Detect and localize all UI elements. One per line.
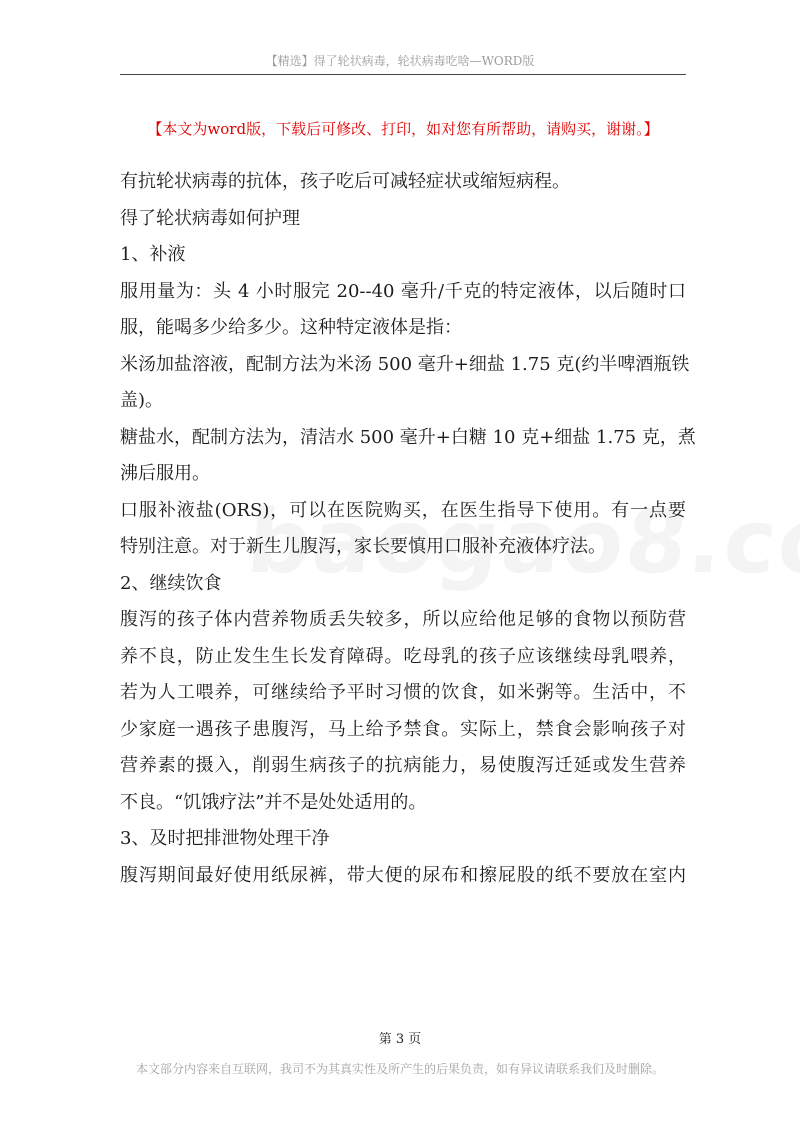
paragraph: 腹泻期间最好使用纸尿裤，带大便的尿布和擦屁股的纸不要放在室内 (120, 864, 686, 886)
paragraph: 服用量为：头 4 小时服完 20--40 毫升/千克的特定液体，以后随时口 服，能喝多少给多少。这种特定液体是指： (120, 280, 686, 338)
section-heading: 得了轮状病毒如何护理 (120, 207, 300, 229)
page-number: 第 3 页 (378, 1032, 422, 1047)
paragraph: 有抗轮状病毒的抗体，孩子吃后可减轻症状或缩短病程。 (120, 171, 570, 192)
disclaimer-footer: 本文部分内容来自互联网，我司不为其真实性及所产生的后果负责，如有异议请联系我们及时删除。 (135, 1062, 664, 1076)
list-heading-3: 3、及时把排泄物处理干净 (120, 828, 330, 849)
purchase-notice: 【本文为word版，下载后可修改、打印，如对您有所帮助，请购买，谢谢。】 (147, 120, 659, 138)
list-heading-2: 2、继续饮食 (120, 572, 222, 594)
paragraph: 腹泻的孩子体内营养物质丢失较多，所以应给他足够的食物以预防营 养不良，防止发生生长发育障碍。吃母乳的孩子应该继续母乳喂养， 若为人工喂养，可继续给予平时习惯的饮食，如米粥等。生活中，不 少家庭一遇孩子患腹泻，马上给予禁食。实际上，禁食会影响孩子对 营养素的摄入，削弱生病孩子的抗病能力，易使腹泻迁延或发生营养 不良。“饥饿疗法”并不是处处适用的。 (120, 609, 686, 813)
header-divider (120, 74, 686, 75)
paragraph: 口服补液盐(ORS)，可以在医院购买，在医生指导下使用。有一点要 特别注意。对于新生儿腹泻，家长要慎用口服补充液体疗法。 (120, 499, 686, 557)
list-heading-1: 1、补液 (120, 244, 186, 265)
paragraph: 米汤加盐溶液，配制方法为米汤 500 毫升+细盐 1.75 克(约半啤酒瓶铁 盖)。 (120, 353, 690, 411)
document-body (120, 164, 696, 894)
paragraph: 糖盐水，配制方法为，清洁水 500 毫升+白糖 10 克+细盐 1.75 克，煮 沸后服用。 (120, 426, 696, 484)
running-header: 【精选】得了轮状病毒，轮状病毒吃啥—WORD版 (265, 54, 535, 68)
